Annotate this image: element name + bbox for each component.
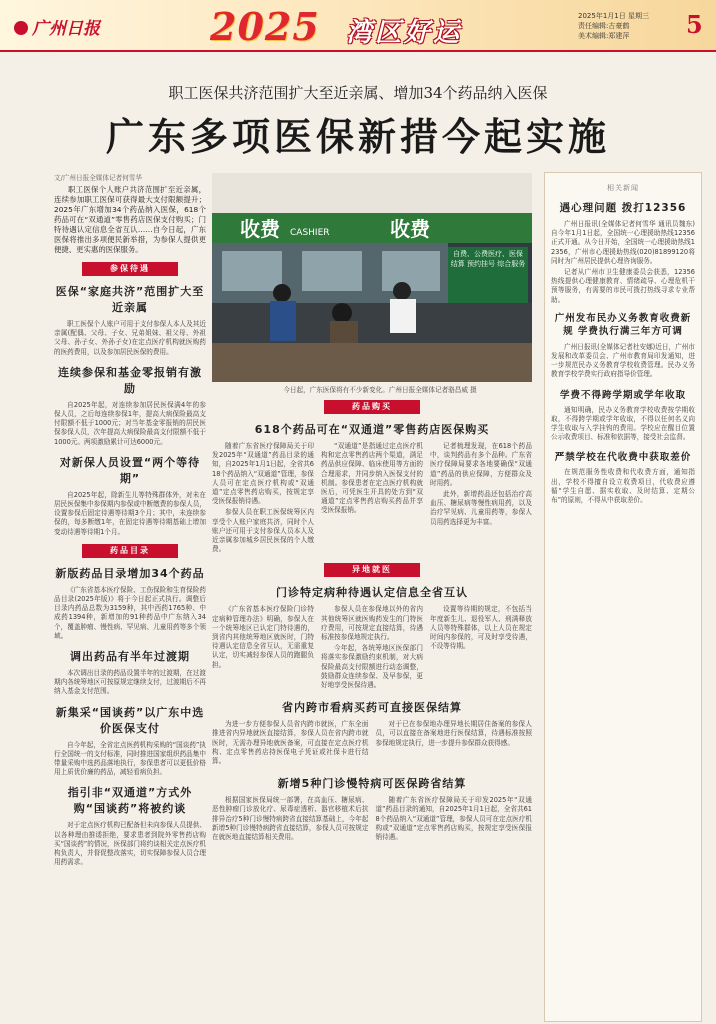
section-interview: 指引非“双通道”方式外购“国谈药”将被约谈 — [67, 786, 193, 816]
paragraph: 记者梳理发现，在618个药品中，谈判药品有多个品种。广东省医疗保障局要求各地要确保“双通道”药品的供应保障，方便群众及时用药。 — [430, 442, 532, 487]
related-news-box — [544, 172, 702, 1022]
section-no-markup: 严禁学校在代收费中获取差价 — [554, 452, 692, 464]
paragraph: 《广东省基本医疗保险、工伤保险和生育保险药品目录(2025年版)》将于今日起正式执行。调整后目录内药品总数为3159种，其中西药1765种、中成药1394种，新增加的91种药品中广东纳入34个，覆盖肿瘤、慢性病、罕见病、儿童用药等多个领域。 — [54, 585, 206, 640]
section-fee-term: 学费不得跨学期或学年收取 — [559, 389, 686, 401]
paragraph: 在规范服务性收费和代收费方面，通知指出，学校不得擅自设立收费项目，代收费应遵循“学生自愿、据实收取、及时结算、定期公布”的原则，不得从中获取差价。 — [551, 468, 695, 505]
cashier-sign-2: 收费 — [390, 217, 430, 241]
left-column — [54, 172, 206, 1022]
banner-theme: 湾区好运 — [346, 18, 463, 48]
section-family-sharing: 医保“家庭共济”范围扩大至近亲属 — [55, 285, 205, 314]
paragraph: 通知明确，民办义务教育学校收费按学期收取，不得跨学期或学年收取，不得以任何名义向学生收取与入学挂钩的费用。学校应在醒目位置公示收费项目、标准和依据等，接受社会监督。 — [551, 405, 695, 442]
paragraph: 广州日报讯(全媒体记者杜安娜)近日，广州市发展和改革委员会、广州市教育局印发通知，进一步规范民办义务教育学校收费管理。民办义务教育学校学费实行政府指导价管理。 — [551, 342, 695, 379]
hospital-cashier-photo — [212, 173, 532, 382]
paragraph: 自2025年起，除新生儿等特殊群体外，对未在居民医保集中参保期内参保或中断缴费的参保人员，设置参保后固定待遇等待期3个月；其中，未连续参保的，每多断缴1年，在固定待遇等待期基础上增加变动待遇等待期1个月。 — [54, 490, 206, 536]
paragraph: 对于已在参保地办理异地长期居住备案的参保人员，可以直接在备案地进行医保结算，待遇标准按照参保地规定执行，进一步提升参保群众获得感。 — [375, 720, 532, 747]
editor-credit: 责任编辑:古豪鹤 — [578, 22, 630, 30]
cashier-sign-en: CASHIER — [290, 228, 330, 238]
section-cross-province: 新增5种门诊慢特病可医保跨省结算 — [277, 777, 467, 791]
designer-credit: 美术编辑:郑建萍 — [578, 32, 630, 40]
section-dual-channel: 618个药品可在“双通道”零售药店医保购买 — [254, 423, 490, 436]
photo-caption: 今日起，广东医保将有不少新变化。广州日报全媒体记者骆昌威 摄 — [283, 386, 477, 394]
masthead — [0, 0, 716, 52]
subheadline: 职工医保共济范围扩大至近亲属、增加34个药品纳入医保 — [168, 84, 548, 102]
paragraph: 对于定点医疗机构已配备但未向参保人员提供、以各种理由推诿拒绝，要求患者到院外零售药店购买“国谈药”的情况，医保部门将约谈相关定点医疗机构负责人，并督促整改落实，切实保障参保人员合理用药需求。 — [54, 821, 206, 867]
cross-city-body — [212, 720, 532, 768]
paragraph: 为进一步方便参保人员省内跨市就医，广东全面推进省内异地就医直接结算，参保人员在省内跨市就医时，无需办理异地就医备案，可直接在定点医疗机构、定点零售药店持医保电子凭证或社保卡进行结算。 — [212, 720, 369, 766]
masthead-info — [578, 11, 649, 41]
section-transition: 调出药品有半年过渡期 — [70, 650, 190, 664]
service-board: 自费、公费医疗、医保 结算 预约挂号 综合服务 — [450, 250, 526, 268]
paragraph: 今年起，各统筹地区医保部门将落实参保激励约束机制，对大病保险最高支付限额进行动态调整，鼓励群众连续参保、及早参保，更好地享受医保待遇。 — [321, 644, 423, 690]
tag-drug-list: 药品目录 — [82, 544, 178, 558]
paragraph: “双通道”是指通过定点医疗机构和定点零售药店两个渠道，满足药品供应保障、临床使用等方面的合理需求，并同步纳入医保支付的机制。参保患者在定点医疗机构就医后，可凭医生开具的处方到“双通道”定点零售药店购买药品并享受医保报销。 — [321, 442, 423, 515]
paragraph: 随着广东省医疗保障局关于印发2025年“双通道”药品目录的通知，自2025年1月1日起，全省共618个药品纳入“双通道”管理，参保人员可在定点医疗机构或“双通道”定点零售药店购买，按规定享受医保报销待遇。 — [212, 442, 314, 506]
dual-channel-body — [212, 442, 532, 556]
paragraph: 根据国家医保局统一部署，在高血压、糖尿病、恶性肿瘤门诊放化疗、尿毒症透析、器官移植术后抗排异治疗5种门诊慢特病跨省直接结算基础上，今年起新增5种门诊慢特病跨省直接结算，参保人员可按规定在就医地直接结算相关费用。 — [212, 796, 369, 842]
paragraph: 此外，新增药品还包括治疗高血压、糖尿病等慢性病用药，以及治疗罕见病、儿童用药等，参保人员用药选择更为丰富。 — [430, 490, 532, 526]
newspaper-logo: 广州日报 — [14, 14, 100, 39]
section-continuous-enroll: 连续参保和基金零报销有激励 — [58, 365, 202, 395]
cashier-sign-1: 收费 — [240, 217, 280, 241]
lead-paragraph: 职工医保个人账户共济范围扩至近亲属，连续参加职工医保可获得最大支付限额提升；2025年广东增加34个药品纳入医保，618个药品可在“双通道”零售药店医保支付购买；门特待遇认定信息全省互认……自今日起，广东医保将推出多项便民新举措，为参保人提供更便捷、更实惠的医保服务。 — [54, 185, 206, 254]
section-waiting-period: 对新保人员设置“两个等待期” — [59, 455, 201, 485]
section-private-school-fees: 广州发布民办义务教育收费新规 学费执行满三年方可调 — [554, 312, 692, 337]
paragraph: 本次调出目录的药品设置半年的过渡期，在过渡期内各统筹地区可按原规定继续支付，过渡期后不再纳入基金支付范围。 — [54, 669, 206, 696]
paragraph: 自2025年起，对连续参加居民医保满4年的参保人员，之后每连续参保1年，提高大病保险最高支付限额不低于1000元；对当年基金零报销的居民医保参保人员，次年提高大病保险最高支付限额不低于1000元。两项激励累计可达6000元。 — [54, 400, 206, 446]
paragraph: 自今年起，全省定点医药机构采购的“国谈药”执行全国统一的支付标准，同时推进国家组织药品集中带量采购中选药品落地执行，参保患者可以更低价格用上质优价廉的药品，减轻看病负担。 — [54, 740, 206, 777]
middle-column — [212, 396, 532, 1022]
byline: 文/广州日报全媒体记者何雪华 — [54, 174, 142, 182]
paragraph: 设置等待期的规定，不包括当年度新生儿、退役军人、刑满释放人员等特殊群体，以上人员在规定时间内参保的，可及时享受待遇，不设等待期。 — [430, 605, 532, 651]
section-hotline: 遇心理问题 拨打12356 — [559, 202, 687, 214]
paragraph: 职工医保个人账户可用于支付参保人本人及其近亲属(配偶、父母、子女、兄弟姐妹、祖父母、外祖父母、孙子女、外孙子女)在定点医疗机构就医购药的医药费用，以及参加居民医保的费用。 — [54, 320, 206, 356]
mutual-recognition-body — [212, 605, 532, 692]
paragraph: 记者从广州市卫生健康委员会获悉，12356热线提供心理健康教育、情绪疏导、心理危机干预等服务，有需要的市民可拨打热线寻求专业帮助。 — [551, 268, 695, 304]
paragraph: 随着广东省医疗保障局关于印发2025年“双通道”药品目录的通知，自2025年1月1日起，全省共618个药品纳入“双通道”管理，参保人员可在定点医疗机构或“双通道”定点零售药店购买，按规定享受医保报销待遇。 — [375, 796, 532, 842]
tag-benefits: 参保待遇 — [82, 262, 178, 276]
related-news-label: 相关新闻 — [607, 184, 639, 192]
tag-remote-care: 异地就医 — [324, 563, 420, 577]
section-new-drugs: 新版药品目录增加34个药品 — [55, 566, 205, 580]
section-cross-city: 省内跨市看病买药可直接医保结算 — [282, 701, 462, 715]
section-national-drugs: 新集采“国谈药”以广东中选价医保支付 — [55, 705, 205, 735]
section-mutual-recognition: 门诊特定病种待遇认定信息全省互认 — [276, 586, 468, 600]
photo-illustration — [212, 173, 532, 382]
banner-year: 2025 — [210, 4, 320, 49]
paragraph: 参保人员在职工医保统筹区内享受个人账户家庭共济，同时个人账户还可用于支付参保人员本人及近亲属参加城乡居民医保的个人缴费。 — [212, 508, 314, 554]
page-number: 5 — [686, 10, 703, 39]
paragraph: 广州日报讯(全媒体记者何雪华 通讯员魏东)自今年1月1日起，全国统一心理援助热线12356正式开通。从今日开始，全国统一心理援助热线12356，广州市心理援助热线(020)81899120将同时为广州居民提供心理咨询服务。 — [551, 220, 695, 265]
paragraph: 《广东省基本医疗保险门诊特定病种管理办法》明确，参保人在一个统筹地区已认定门特待遇的，到省内其他统筹地区就医时，门特待遇认定信息全省互认，无需重复认定，切实减轻参保人员的跑腿负担。 — [212, 605, 314, 669]
headline: 广东多项医保新措今起实施 — [105, 114, 610, 159]
paragraph: 参保人员在参保地以外的省内其他统筹区就医购药发生的门特医疗费用，可按规定直接结算，待遇标准按参保地规定执行。 — [321, 605, 423, 642]
logo-mark-icon — [14, 21, 28, 35]
issue-date: 2025年1月1日 星期三 — [578, 12, 649, 20]
cross-province-body — [212, 796, 532, 844]
tag-drug-purchase: 药品购买 — [324, 400, 420, 414]
